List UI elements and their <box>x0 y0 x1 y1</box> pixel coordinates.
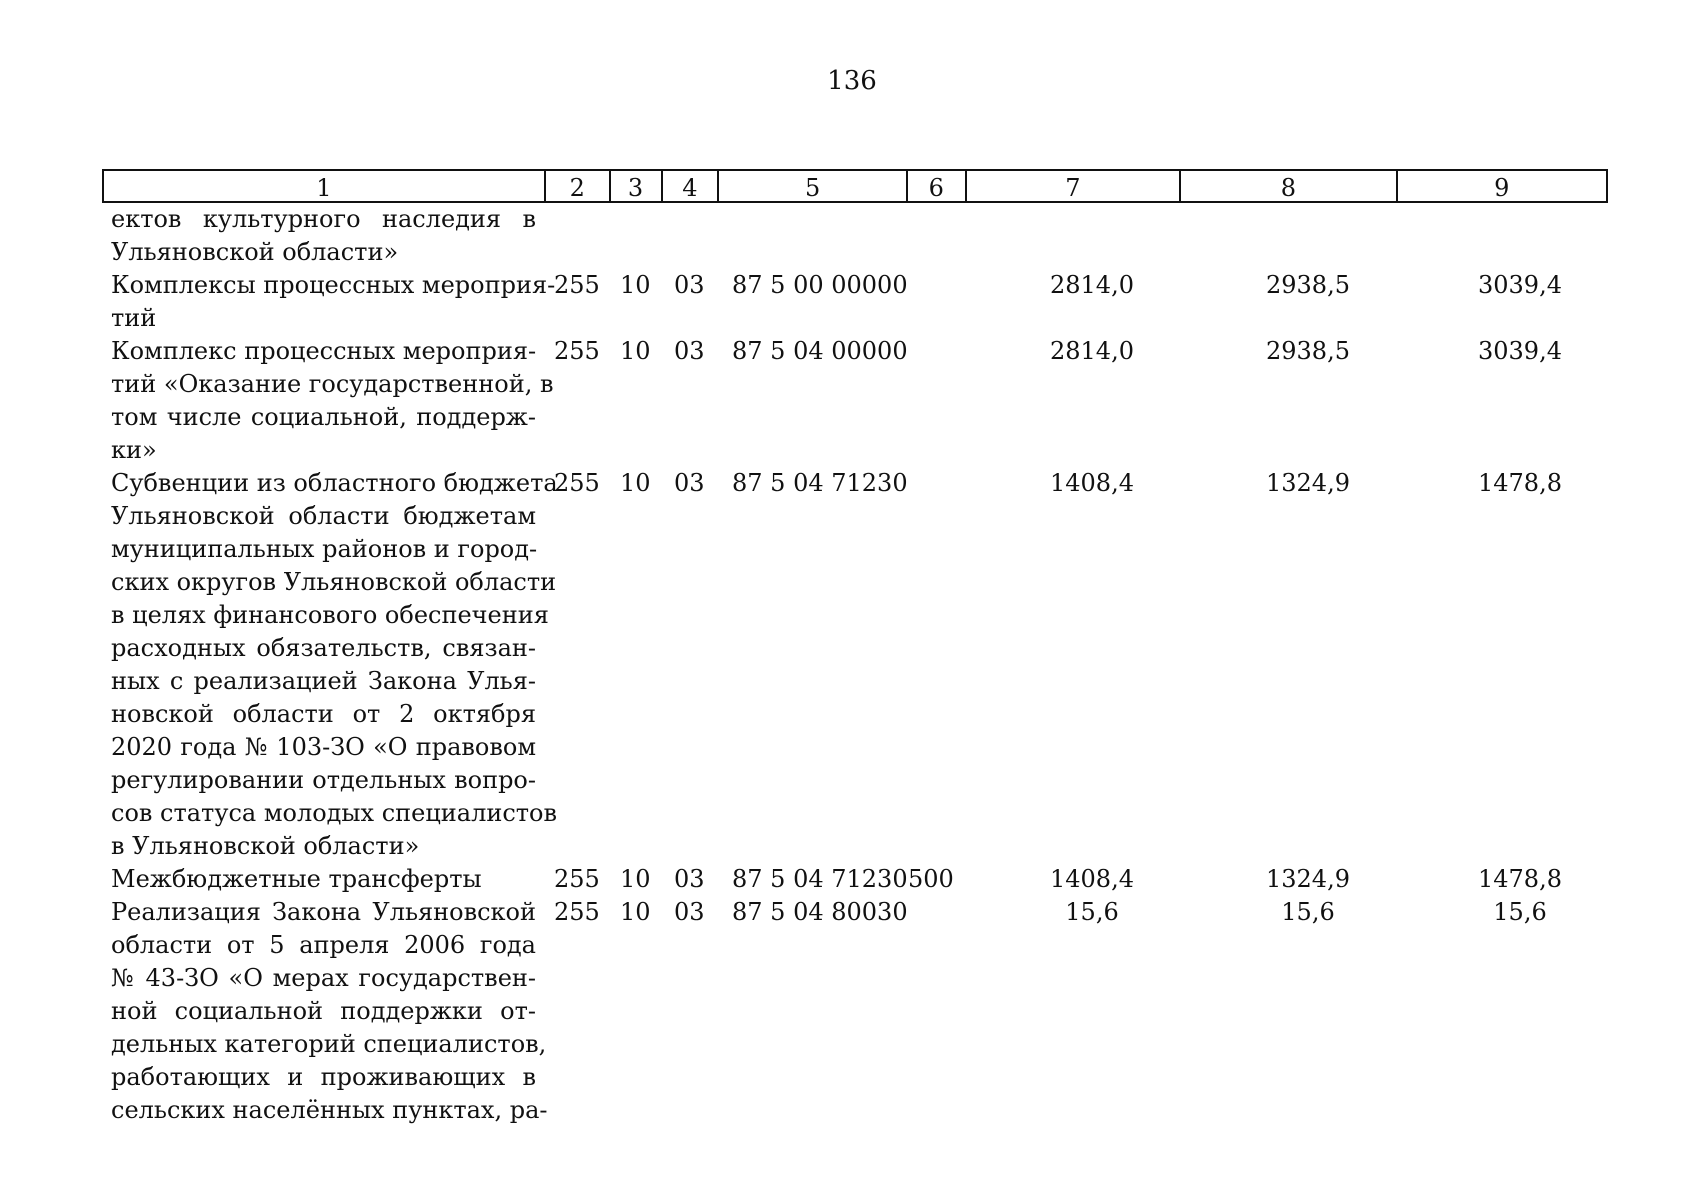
row-description <box>111 896 548 1127</box>
column-header-8: 8 <box>1181 171 1397 201</box>
cell-section: 10 <box>620 469 651 497</box>
column-header-5: 5 <box>719 171 908 201</box>
description-line: муниципальных районов и город- <box>111 535 538 563</box>
cell-section: 10 <box>620 865 651 893</box>
description-line: в Ульяновской области» <box>111 832 420 860</box>
cell-chapter: 255 <box>554 865 600 893</box>
description-line: 2020 года № 103-ЗО «О правовом <box>111 733 536 761</box>
cell-subsection: 03 <box>674 898 705 926</box>
row-description <box>111 203 536 269</box>
description-line: ки» <box>111 436 157 464</box>
row-description <box>111 863 536 896</box>
column-header-9: 9 <box>1494 174 1510 202</box>
description-line: № 43-ЗО «О мерах государствен- <box>111 964 536 992</box>
cell-chapter: 255 <box>554 469 600 497</box>
column-header-7: 7 <box>967 171 1181 201</box>
cell-section: 10 <box>620 271 651 299</box>
column-header-1: 1 <box>104 171 546 201</box>
cell-chapter: 255 <box>554 337 600 365</box>
cell-amount-col9: 3039,4 <box>1478 337 1562 365</box>
description-line: новской области от 2 октября <box>111 700 536 728</box>
cell-amount-col7: 2814,0 <box>1050 271 1134 299</box>
description-line: Комплексы процессных мероприя- <box>111 271 556 299</box>
cell-section: 10 <box>620 337 651 365</box>
cell-target-code: 87 5 04 71230 <box>732 469 908 497</box>
description-line: ных с реализацией Закона Улья- <box>111 667 536 695</box>
column-header-6: 6 <box>908 171 967 201</box>
description-line: Субвенции из областного бюджета <box>111 469 558 497</box>
cell-chapter: 255 <box>554 898 600 926</box>
description-line: Реализация Закона Ульяновской <box>111 898 536 926</box>
table-header <box>102 169 1608 203</box>
description-line: расходных обязательств, связан- <box>111 634 536 662</box>
cell-amount-col9: 1478,8 <box>1478 865 1562 893</box>
cell-amount-col8: 2938,5 <box>1266 271 1350 299</box>
description-line: области от 5 апреля 2006 года <box>111 931 536 959</box>
description-line: ских округов Ульяновской области <box>111 568 557 596</box>
cell-chapter: 255 <box>554 271 600 299</box>
page-number: 136 <box>827 66 877 96</box>
description-line: Межбюджетные трансферты <box>111 865 482 893</box>
description-line: Ульяновской области бюджетам <box>111 502 536 530</box>
description-line: в целях финансового обеспечения <box>111 601 549 629</box>
description-line: тий «Оказание государственной, в <box>111 370 554 398</box>
cell-target-code: 87 5 04 80030 <box>732 898 908 926</box>
cell-amount-col9: 15,6 <box>1493 898 1547 926</box>
column-header-3: 3 <box>611 171 663 201</box>
description-line: регулировании отдельных вопро- <box>111 766 536 794</box>
cell-target-code: 87 5 04 00000 <box>732 337 908 365</box>
description-line: сов статуса молодых специалистов <box>111 799 557 827</box>
cell-amount-col7: 1408,4 <box>1050 865 1134 893</box>
description-line: тий <box>111 304 157 332</box>
row-description <box>111 269 556 335</box>
cell-amount-col8: 1324,9 <box>1266 469 1350 497</box>
cell-amount-col9: 3039,4 <box>1478 271 1562 299</box>
cell-amount-col7: 1408,4 <box>1050 469 1134 497</box>
row-description <box>111 335 554 467</box>
description-line: сельских населённых пунктах, ра- <box>111 1096 548 1124</box>
description-line: Комплекс процессных мероприя- <box>111 337 537 365</box>
row-description <box>111 467 558 863</box>
cell-subsection: 03 <box>674 337 705 365</box>
cell-amount-col8: 2938,5 <box>1266 337 1350 365</box>
description-line: дельных категорий специалистов, <box>111 1030 547 1058</box>
description-line: работающих и проживающих в <box>111 1063 536 1091</box>
cell-amount-col7: 15,6 <box>1065 898 1119 926</box>
column-header-2: 2 <box>546 171 611 201</box>
description-line: ной социальной поддержки от- <box>111 997 536 1025</box>
cell-expense-type: 500 <box>908 865 954 893</box>
description-line: Ульяновской области» <box>111 238 399 266</box>
cell-amount-col8: 1324,9 <box>1266 865 1350 893</box>
cell-amount-col7: 2814,0 <box>1050 337 1134 365</box>
cell-target-code: 87 5 04 71230 <box>732 865 908 893</box>
cell-target-code: 87 5 00 00000 <box>732 271 908 299</box>
cell-subsection: 03 <box>674 865 705 893</box>
cell-section: 10 <box>620 898 651 926</box>
description-line: том числе социальной, поддерж- <box>111 403 536 431</box>
cell-subsection: 03 <box>674 271 705 299</box>
cell-subsection: 03 <box>674 469 705 497</box>
cell-amount-col9: 1478,8 <box>1478 469 1562 497</box>
cell-amount-col8: 15,6 <box>1281 898 1335 926</box>
description-line: ектов культурного наследия в <box>111 205 536 233</box>
column-header-4: 4 <box>663 171 720 201</box>
